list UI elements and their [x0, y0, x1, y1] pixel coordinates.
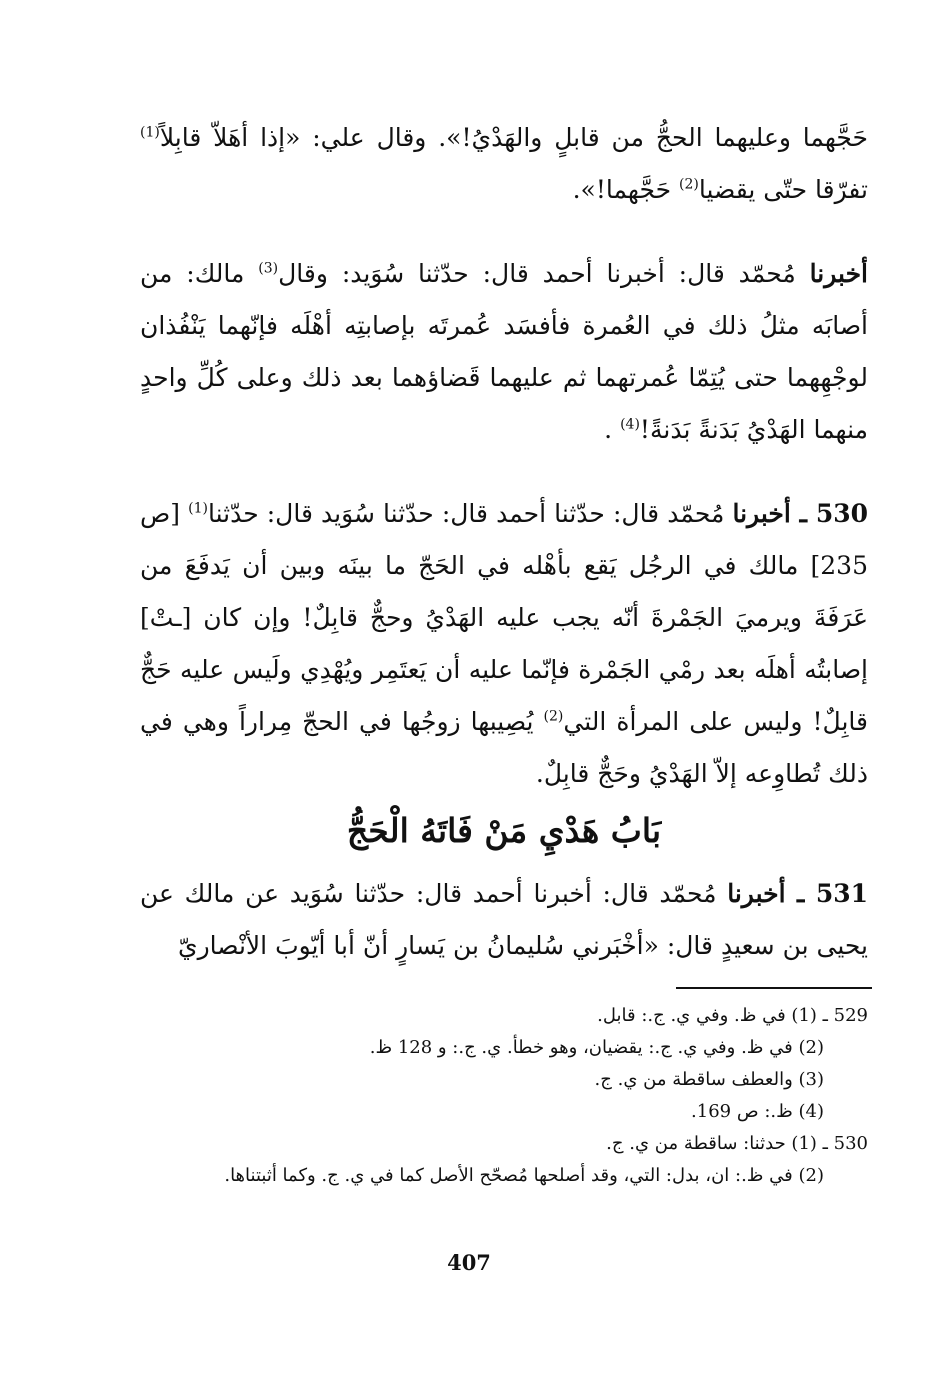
paragraph-lead: أخبرنا	[809, 259, 868, 288]
text-span: مُحمّد قال: حدّثنا أحمد قال: حدّثنا سُوَيد قال: حدّثنا	[207, 499, 733, 528]
footnote-line: (2) في ظ. وفي ي. ج.: يقضيان، وهو خطأ. ي. ج.: و 128 ظ.	[369, 1037, 824, 1058]
paragraph-lead: 530 ـ أخبرنا	[732, 499, 868, 528]
footnote-line: (4) ظ.: ص 169.	[691, 1101, 824, 1122]
chapter-heading: بَابُ هَدْيِ مَنْ فَاتَهُ الْحَجُّ	[346, 811, 662, 850]
footnote-marker: (2)	[543, 708, 564, 725]
footnotes	[150, 1000, 868, 1192]
text-span: مالك: من أصابَه مثلُ ذلك في العُمرة فأفسَد عُمرتَه بإصابتِه أهْلَه فإنّهما يَنْفُذان لوجْهِهما حتى يُتِمّا عُمرتهما ثم عليهما قَضاؤهما بعد ذلك وعلى كُلِّ واحدٍ منهما الهَدْيُ بَدَنةً بَدَنةً!	[140, 259, 868, 444]
footnote-line: 529 ـ (1) في ظ. وفي ي. ج.: قابل.	[597, 1005, 868, 1026]
footnote-marker: (1)	[140, 124, 160, 141]
text-span: مُحمّد قال: أخبرنا أحمد قال: حدّثنا سُوَيد عن مالك عن يحيى بن سعيدٍ قال: «أخْبَرني سُليمانُ بن يَسارٍ أنّ أبا أيّوبَ الأنْصاريّ	[140, 879, 868, 960]
footnote-line: (2) في ظ.: ان، بدل: التي، وقد أصلحها مُصحّح الأصل كما في ي. ج. وكما أثبتناها.	[224, 1165, 824, 1186]
paragraph-lead: 531 ـ أخبرنا	[727, 879, 868, 908]
text-span: .	[604, 415, 621, 444]
footnote-line: (3) والعطف ساقطة من ي. ج.	[594, 1069, 824, 1090]
text-span: مُحمّد قال: أخبرنا أحمد قال: حدّثنا سُوَيد: وقال	[278, 259, 810, 288]
paragraph-531	[140, 868, 868, 972]
main-text	[140, 112, 868, 972]
paragraph-530	[140, 488, 868, 800]
text-span: حَجَّهما وعليهما الحجُّ من قابلٍ والهَدْيُ!». وقال علي: «إذا أهَلاّ قابِلاً	[159, 123, 868, 152]
text-span: [ص 235] مالك في الرجُل يَقع بأهْله في الحَجّ ما بينَه وبين أن يَدفَعَ من عَرَفَةَ ويرميَ الجَمْرةَ أنّه يجب عليه الهَدْيُ وحجٌّ قابِلٌ! وإن كان [ـتْ] إصابتُه أهلَه بعد رمْي الجَمْرة فإنّما عليه أن يَعتَمِر ويُهْدِي ولَيس عليه حَجٌّ قابِلٌ! وليس على المرأة التي	[140, 499, 868, 736]
footnote-marker: (1)	[188, 500, 208, 517]
footnote-line: 530 ـ (1) حدثنا: ساقطة من ي. ج.	[606, 1133, 868, 1154]
footnote-marker: (2)	[679, 176, 699, 193]
text-span: تفرّقا حتّى يقضيا	[698, 175, 868, 204]
text-span: يُصِيبها زوجُها في الحجّ مِراراً وهي في ذلك تُطاوِعه إلاّ الهَدْيُ وحَجٌّ قابِلٌ.	[140, 707, 868, 788]
paragraph-2	[140, 248, 868, 456]
paragraph-1	[140, 112, 868, 216]
footnote-marker: (4)	[620, 416, 640, 433]
footnote-divider	[676, 987, 872, 989]
page-number: 407	[447, 1250, 491, 1275]
footnote-marker: (3)	[258, 260, 279, 277]
text-span: حَجَّهما!».	[572, 175, 679, 204]
